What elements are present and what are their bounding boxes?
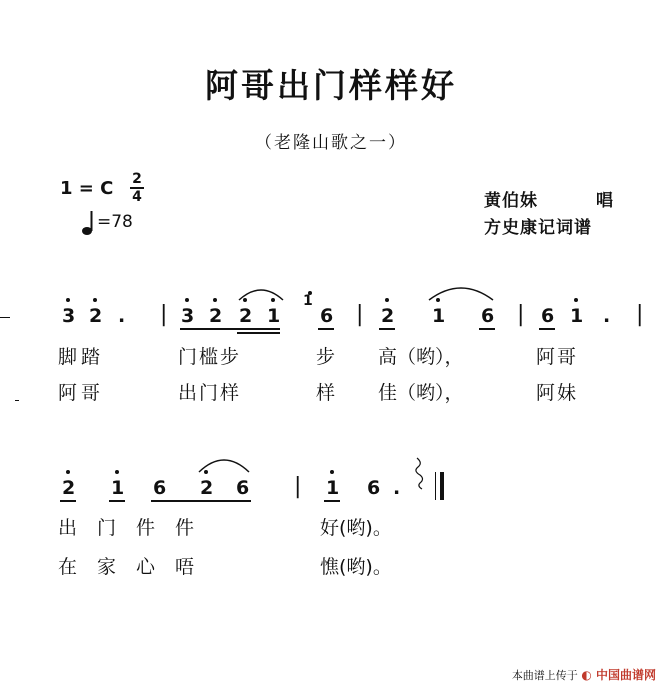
note: 1 — [326, 477, 340, 499]
score-title: 阿哥出门样样好 — [205, 66, 457, 105]
note: 6 — [320, 305, 334, 327]
time-signature-bottom: 4 — [132, 189, 142, 205]
footer-text: 本曲谱上传于 — [511, 669, 578, 682]
squiggle-mark-icon — [413, 456, 427, 490]
note: 1 — [570, 305, 584, 327]
lyric-syllable: 好(哟)。 — [320, 517, 392, 539]
beam — [60, 500, 76, 502]
note: 1 — [267, 305, 281, 327]
beam — [109, 500, 125, 502]
watermark-footer — [512, 666, 656, 683]
beam — [237, 332, 280, 334]
note: 3 — [181, 305, 195, 327]
lyric-syllable: 高（哟）， — [378, 346, 464, 368]
lyric-syllable: 门槛步 — [178, 346, 242, 368]
beam — [151, 500, 251, 502]
key-signature: 1 = C — [60, 178, 114, 199]
lyric-syllable: 脚踏 — [58, 346, 105, 368]
lyric-syllable: 步 — [316, 346, 336, 368]
note: 6 — [153, 477, 167, 499]
octave-dot — [66, 298, 70, 302]
lyric-syllable: 憔(哟)。 — [320, 556, 392, 578]
note: 6 — [236, 477, 250, 499]
beam — [324, 500, 340, 502]
octave-dot — [66, 470, 70, 474]
octave-dot — [330, 470, 334, 474]
note: 1 — [111, 477, 125, 499]
performer-role: 唱 — [596, 191, 614, 211]
beam — [539, 328, 555, 330]
note: 2 — [381, 305, 395, 327]
octave-dot — [574, 298, 578, 302]
octave-dot — [115, 470, 119, 474]
margin-mark — [0, 317, 10, 318]
lyric-syllable: 出门样 — [178, 382, 242, 404]
lyric-syllable: 在家心唔 — [58, 556, 215, 578]
site-logo[interactable] — [581, 668, 656, 682]
lyric-syllable: 阿妹 — [536, 382, 579, 404]
grace-note: 1 — [303, 293, 313, 309]
barline: | — [356, 302, 364, 327]
time-signature — [130, 172, 144, 204]
octave-dot — [185, 298, 189, 302]
site-logo-text: 中国曲谱网 — [595, 668, 656, 682]
octave-dot — [385, 298, 389, 302]
beam — [479, 328, 495, 330]
quarter-note-icon — [82, 210, 96, 236]
beam — [180, 328, 280, 330]
dot-extension: . — [393, 477, 401, 499]
slur-mark — [426, 280, 496, 302]
lyric-syllable: 阿哥 — [58, 382, 105, 404]
recorder-credit: 方史康记词谱 — [484, 218, 592, 238]
dot-extension: . — [118, 305, 126, 327]
note: 2 — [200, 477, 214, 499]
barline: | — [294, 474, 302, 499]
final-barline-thin — [435, 472, 436, 500]
performer-name: 黄伯妹 — [484, 191, 538, 211]
note: 3 — [62, 305, 76, 327]
octave-dot — [213, 298, 217, 302]
site-logo-icon: ◐ — [581, 668, 592, 682]
note: 2 — [62, 477, 76, 499]
dot-extension: . — [603, 305, 611, 327]
note: 6 — [481, 305, 495, 327]
note: 2 — [89, 305, 103, 327]
note: 6 — [367, 477, 381, 499]
final-barline-thick — [440, 472, 444, 500]
barline: | — [636, 302, 644, 327]
slur-mark — [236, 282, 286, 302]
barline: | — [160, 302, 168, 327]
margin-mark — [15, 400, 19, 401]
note: 6 — [541, 305, 555, 327]
tempo-marking: =78 — [97, 212, 133, 232]
time-signature-top: 2 — [132, 171, 142, 187]
beam — [379, 328, 395, 330]
octave-dot — [93, 298, 97, 302]
slur-mark — [196, 452, 252, 474]
beam — [318, 328, 334, 330]
barline: | — [517, 302, 525, 327]
lyric-syllable: 出门件件 — [58, 517, 215, 539]
note: 2 — [239, 305, 253, 327]
lyric-syllable: 样 — [316, 382, 336, 404]
note: 1 — [432, 305, 446, 327]
lyric-syllable: 佳（哟）， — [378, 382, 464, 404]
lyric-syllable: 阿哥 — [536, 346, 579, 368]
note: 2 — [209, 305, 223, 327]
score-subtitle: （老隆山歌之一） — [255, 133, 407, 153]
